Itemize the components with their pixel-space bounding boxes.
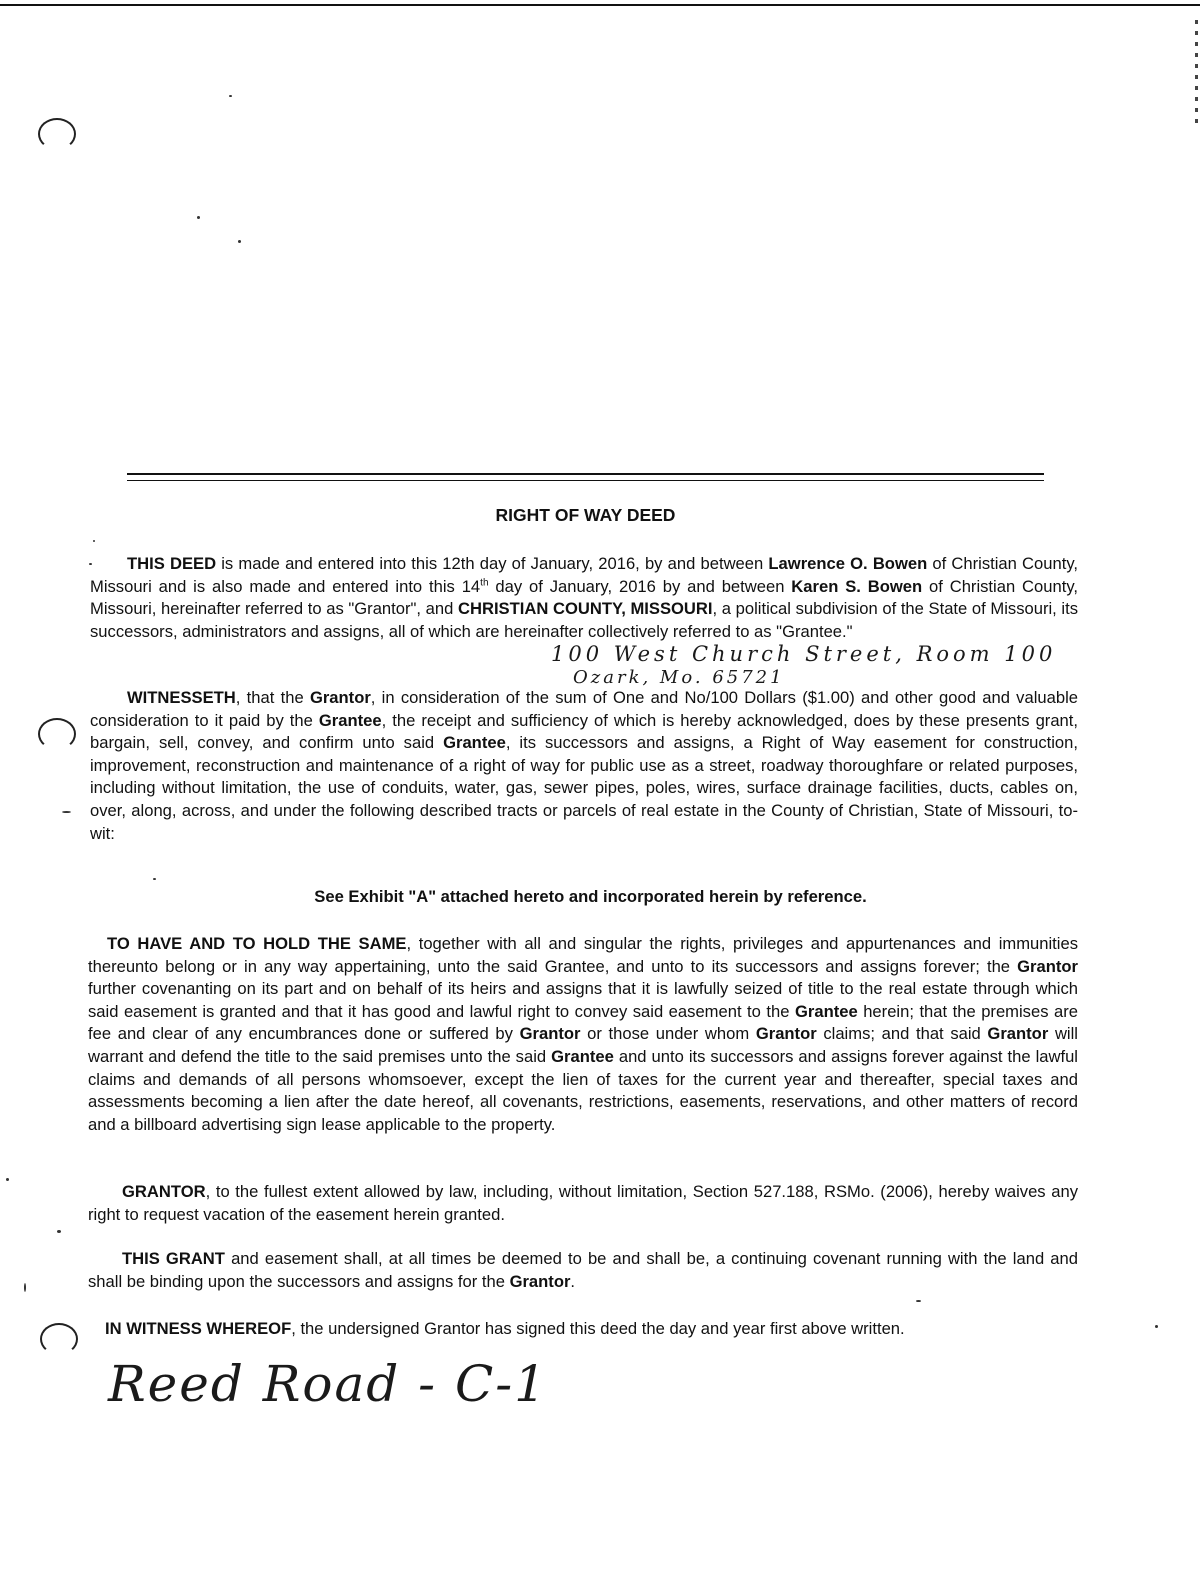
lead-phrase: TO HAVE AND TO HOLD THE SAME (107, 934, 407, 953)
scan-speck (1155, 1325, 1158, 1328)
scan-speck (153, 878, 156, 880)
text-run: , its successors and assigns, a Right of Way easement for construction, improvement, reconstruction and maintenance of a right of way for public use as a street, roadway thoroughfare or related purposes, including without limitation, the use of conduits, water, gas, sewer pipes, poles, wires, surface drainage facilities, ducts, cables on, over, along, across, and under the following described tracts or parcels of real estate in the County of Christian, State of Missouri, to-wit: (90, 733, 1078, 843)
punch-hole-middle (38, 718, 76, 750)
text-run: , to the fullest extent allowed by law, including, without limitation, Section 527.188, RSMo. (2006), hereby waives any right to request vacation of the easement herein granted. (88, 1182, 1078, 1224)
text-run: of Christian County, Missouri, hereinafter referred to as "Grantor", and (90, 576, 1078, 619)
document-title: RIGHT OF WAY DEED (495, 505, 676, 525)
lead-phrase: WITNESSETH (127, 688, 236, 707)
witnesseth-paragraph (90, 687, 1078, 845)
scan-edge-marks (1195, 20, 1198, 130)
scan-speck (57, 1230, 61, 1233)
text-run: further covenanting on its part and on behalf of its heirs and assigns that it is lawfully seized of title to the real estate through which said easement is granted and that it has good and lawful right to convey said easement to the (88, 979, 1078, 1021)
text-run: day of January, 2016 by and between (488, 576, 792, 596)
text-run: claims; and that said (816, 1024, 988, 1044)
scan-speck (93, 540, 95, 542)
header-rule-thin (127, 480, 1044, 481)
text-run: and unto its successors and assigns forever against the lawful claims and demands of all persons whomsoever, except the lien of taxes for the current year and thereafter, special taxes and assessments becoming a lien after the date hereof, all covenants, restrictions, easements, reservations, and other matters of record and a billboard advertising sign lease applicable to the property. (88, 1046, 1078, 1134)
text-run: will warrant and defend the title to the said premises unto the said (88, 1024, 1078, 1066)
text-run: of Christian County, Missouri and is also made and entered into this 14 (90, 554, 1079, 596)
grantee-term: Grantee (551, 1046, 614, 1066)
text-run: or those under whom (580, 1024, 756, 1044)
scan-speck (238, 240, 241, 243)
handwritten-project-note: Reed Road - C-1 (108, 1355, 548, 1413)
grantee-term: Grantee (443, 733, 506, 753)
text-run: , that the (235, 688, 310, 707)
text-run: herein; that the premises are fee and clear of any encumbrances done or suffered by (88, 1001, 1078, 1044)
text-run: is made and entered into this 12th day of January, 2016, by and between (216, 554, 769, 573)
scan-speck (916, 1300, 921, 1302)
text-run: , the undersigned Grantor has signed this deed the day and year first above written. (291, 1319, 905, 1338)
lead-phrase: THIS DEED (127, 554, 217, 573)
page-top-border (0, 4, 1200, 6)
lead-phrase: IN WITNESS WHEREOF (105, 1319, 292, 1338)
deed-intro-paragraph (90, 553, 1078, 643)
ordinal-suffix: th (480, 577, 489, 589)
handwritten-address-line2: Ozark, Mo. 65721 (573, 667, 785, 688)
scan-speck (197, 216, 200, 219)
text-run: . (570, 1271, 576, 1291)
text-run: , in consideration of the sum of One and No/100 Dollars ($1.00) and other good and valuable consideration to it paid by the (90, 688, 1078, 730)
lead-phrase: THIS GRANT (122, 1249, 225, 1268)
header-rule-thick (127, 473, 1044, 475)
scan-speck (229, 95, 232, 97)
text-run: , together with all and singular the rights, privileges and appurtenances and immunities thereunto belong or in any way appertaining, unto the said Grantee, and unto to its successors and assigns forever; the (88, 934, 1078, 976)
grantor-term: Grantor (755, 1024, 817, 1044)
grantor-term: Grantor (309, 688, 371, 707)
text-run: , a political subdivision of the State of Missouri, its successors, administrators and assigns, all of which are hereinafter collectively referred to as "Grantee." (90, 599, 1079, 641)
grantor-name: Lawrence O. Bowen (768, 554, 928, 573)
grantee-term: Grantee (318, 710, 382, 730)
handwritten-address-line1: 100 West Church Street, Room 100 (551, 642, 1057, 666)
text-run: and easement shall, at all times be deemed to be and shall be, a continuing covenant running with the land and shall be binding upon the successors and assigns for the (88, 1249, 1078, 1291)
exhibit-reference: See Exhibit "A" attached hereto and incorporated herein by reference. (314, 887, 867, 906)
scan-speck (62, 811, 71, 813)
witness-whereof-paragraph (88, 1318, 1078, 1341)
waiver-paragraph (88, 1181, 1078, 1226)
punch-hole-top (38, 118, 76, 150)
habendum-paragraph (88, 933, 1078, 1136)
grantor-term: Grantor (509, 1271, 571, 1291)
grantor-term: Grantor (987, 1024, 1049, 1044)
lead-phrase: GRANTOR (122, 1182, 206, 1201)
scan-speck (6, 1178, 9, 1181)
covenant-paragraph (88, 1248, 1078, 1293)
grantor-term: Grantor (519, 1024, 581, 1044)
text-run: , the receipt and sufficiency of which is hereby acknowledged, does by these presents grant, bargain, sell, convey, and confirm unto said (90, 710, 1078, 753)
grantor-name: Karen S. Bowen (791, 576, 923, 596)
punch-hole-bottom (40, 1323, 78, 1355)
grantee-term: Grantee (794, 1001, 858, 1021)
scan-speck (24, 1283, 26, 1292)
grantee-name: CHRISTIAN COUNTY, MISSOURI (458, 599, 713, 619)
grantor-term: Grantor (1017, 956, 1078, 976)
